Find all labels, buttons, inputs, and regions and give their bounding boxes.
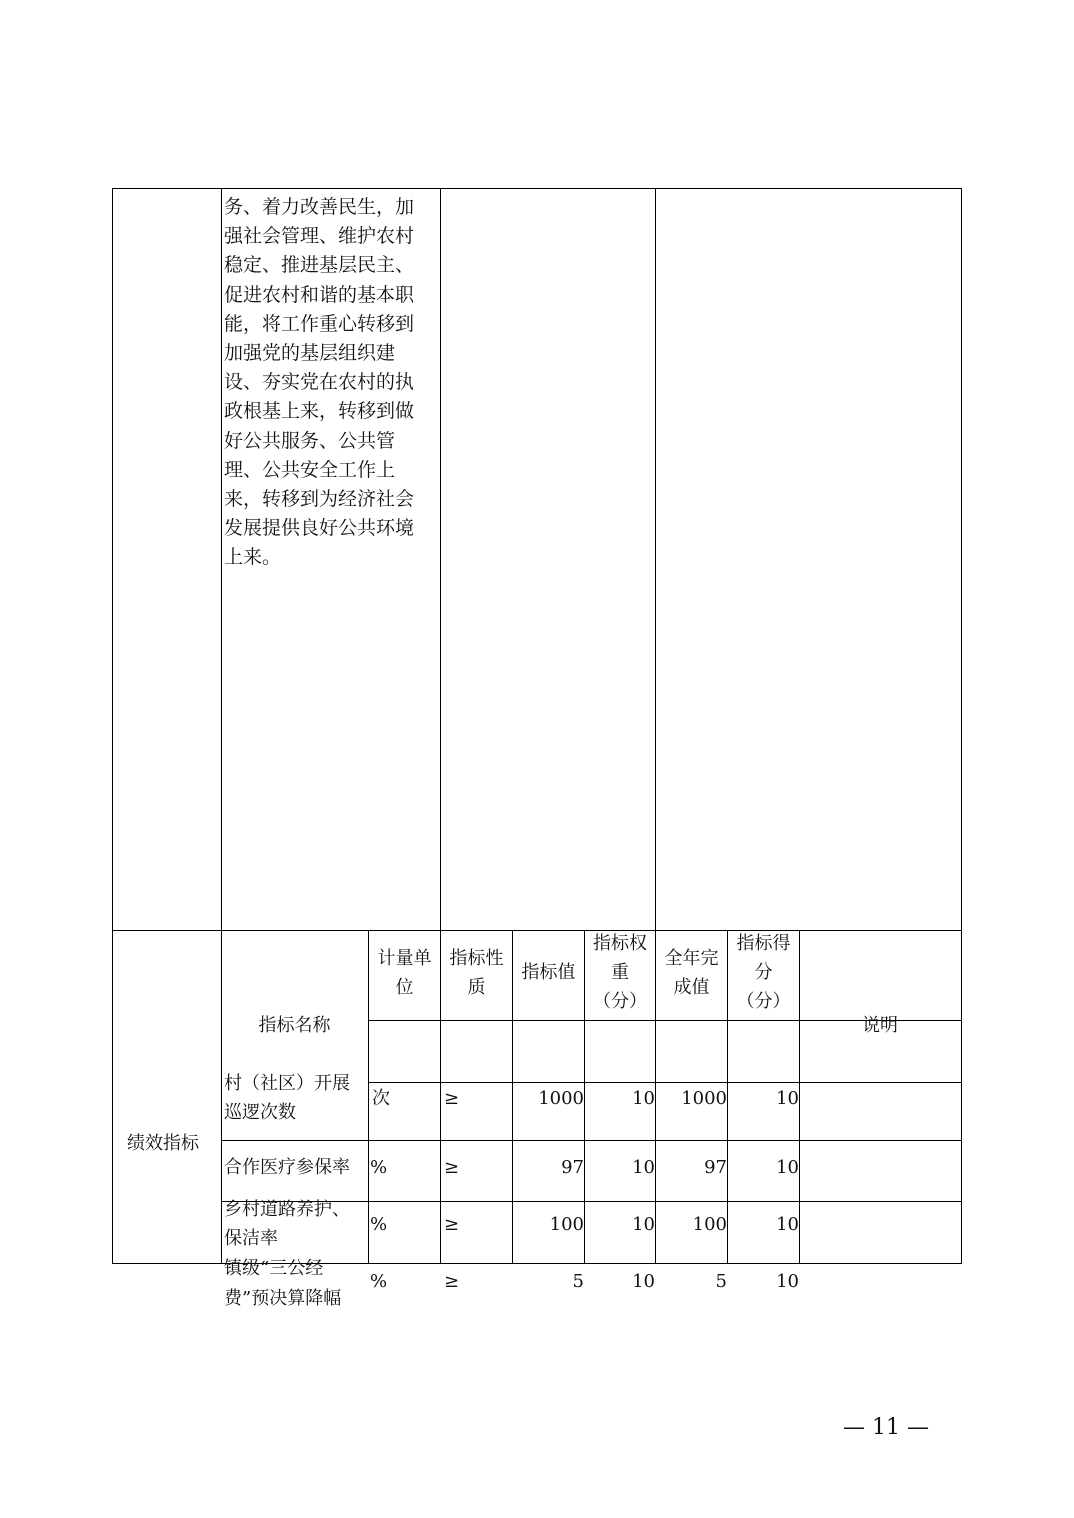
row-weight: 10 — [632, 1157, 655, 1178]
row-nature: ≥ — [444, 1271, 460, 1292]
header-score-line: （分） — [736, 991, 791, 1012]
header-indicator-name: 指标名称 — [258, 1015, 331, 1036]
header-unit-line: 位 — [395, 977, 414, 998]
text-line: 稳定、推进基层民主、 — [224, 254, 415, 277]
row-name: 费”预决算降幅 — [224, 1288, 342, 1309]
function-description — [224, 193, 436, 573]
row-value: 97 — [561, 1157, 584, 1178]
row-name: 镇级“三公经 — [224, 1258, 324, 1279]
text-line: 强社会管理、维护农村 — [224, 225, 415, 248]
text-line: 好公共服务、公共管 — [224, 429, 396, 452]
row-score: 10 — [776, 1214, 799, 1235]
header-nature-line: 质 — [467, 977, 486, 998]
row-score: 10 — [776, 1271, 799, 1292]
text-line: 上来。 — [224, 546, 282, 569]
row-value: 100 — [549, 1214, 584, 1235]
row-unit: % — [370, 1271, 388, 1292]
header-weight — [585, 929, 655, 1016]
section-label: 绩效指标 — [127, 1133, 199, 1154]
header-note: 说明 — [862, 1015, 898, 1036]
row-value: 1000 — [538, 1088, 584, 1109]
row-score: 10 — [776, 1088, 799, 1109]
row-completed: 97 — [704, 1157, 727, 1178]
header-completed — [656, 944, 727, 1002]
text-line: 加强党的基层组织建 — [224, 342, 396, 365]
header-value: 指标值 — [521, 962, 576, 983]
text-line: 政根基上来，转移到做 — [224, 400, 415, 423]
row-name: 村（社区）开展 — [224, 1073, 350, 1094]
text-line: 理、公共安全工作上 — [224, 458, 396, 481]
row-name: 乡村道路养护、 — [224, 1199, 350, 1220]
row-completed: 100 — [692, 1214, 727, 1235]
row-name: 巡逻次数 — [224, 1102, 296, 1123]
text-line: 能，将工作重心转移到 — [224, 312, 415, 335]
header-score-line: 指标得 — [736, 933, 791, 954]
text-line: 设、夯实党在农村的执 — [224, 371, 415, 394]
header-score-line: 分 — [754, 962, 773, 983]
header-unit-line: 计量单 — [377, 948, 432, 969]
header-weight-line: （分） — [593, 991, 647, 1012]
row-unit: % — [370, 1157, 388, 1178]
row-nature: ≥ — [444, 1214, 460, 1235]
row-completed: 5 — [715, 1271, 727, 1292]
text-line: 务、着力改善民生，加 — [224, 196, 415, 218]
row-unit: 次 — [372, 1088, 390, 1109]
header-unit — [369, 944, 440, 1002]
text-line: 来，转移到为经济社会 — [224, 488, 415, 511]
header-weight-line: 指标权 — [593, 933, 647, 954]
row-nature: ≥ — [444, 1157, 460, 1178]
header-weight-line: 重 — [611, 962, 629, 983]
row-unit: % — [370, 1214, 388, 1235]
row-weight: 10 — [632, 1271, 655, 1292]
header-completed-line: 全年完 — [664, 948, 719, 969]
row-value: 5 — [572, 1271, 584, 1292]
header-completed-line: 成值 — [673, 977, 710, 998]
header-nature-line: 指标性 — [449, 948, 504, 969]
page-number: — 11 — — [843, 1415, 929, 1440]
row-completed: 1000 — [681, 1088, 727, 1109]
row-weight: 10 — [632, 1088, 655, 1109]
header-nature — [441, 944, 512, 1002]
row-name: 合作医疗参保率 — [224, 1157, 350, 1178]
text-line: 发展提供良好公共环境 — [224, 517, 415, 540]
text-line: 促进农村和谐的基本职 — [224, 283, 415, 306]
row-weight: 10 — [632, 1214, 655, 1235]
row-score: 10 — [776, 1157, 799, 1178]
header-score — [728, 929, 799, 1016]
row-nature: ≥ — [444, 1088, 460, 1109]
row-name: 保洁率 — [224, 1228, 278, 1249]
